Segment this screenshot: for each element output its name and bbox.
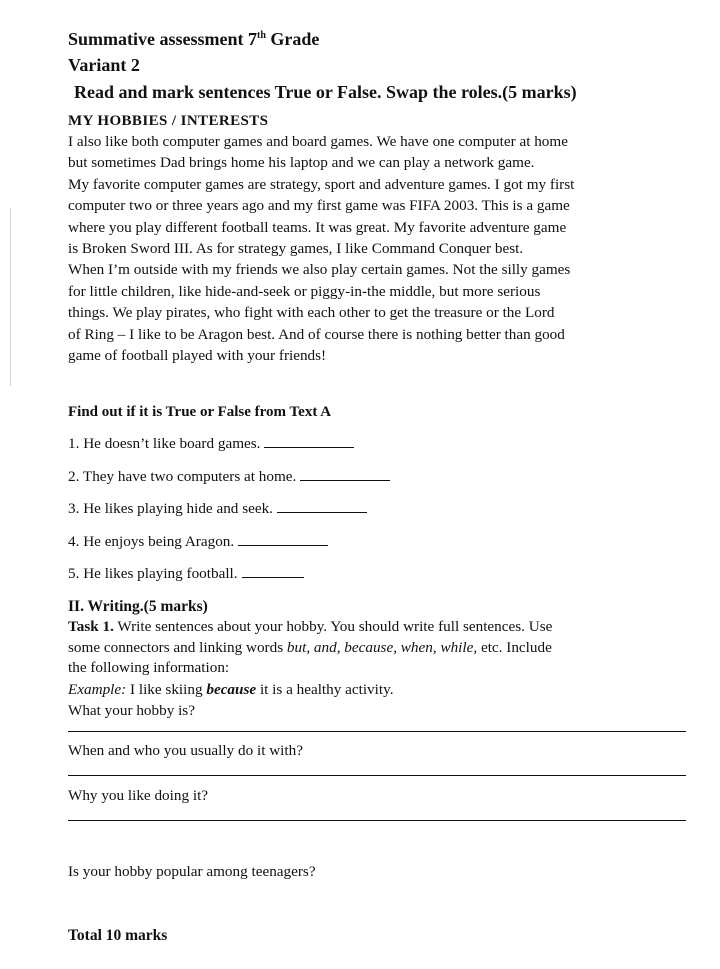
writing-prompt: Is your hobby popular among teenagers? (68, 862, 316, 880)
question-item: 3. He likes playing hide and seek. (68, 499, 694, 532)
example-connector: because (206, 680, 257, 698)
passage-line: computer two or three years ago and my first game was FIFA 2003. This is a game (68, 197, 570, 215)
passage-line: I also like both computer games and board games. We have one computer at home (68, 133, 568, 150)
writing-prompt: What your hobby is? (68, 701, 195, 719)
question-item: 4. He enjoys being Aragon. (68, 532, 694, 565)
reading-task-instruction: Read and mark sentences True or False. Swap the roles.(5 marks) (74, 82, 577, 102)
writing-prompt: When and who you usually do it with? (68, 741, 303, 759)
true-false-questions (68, 434, 694, 597)
writing-prompt: Why you like doing it? (68, 786, 209, 804)
passage-line: My favorite computer games are strategy, sport and adventure games. I got my first (68, 175, 575, 193)
passage-line: things. We play pirates, who fight with each other to get the treasure or the Lord (68, 304, 555, 322)
passage-line: for little children, like hide-and-seek or piggy-in-the middle, but more serious (68, 282, 541, 300)
reading-passage (68, 131, 694, 366)
answer-line[interactable] (68, 806, 686, 821)
passage-line: is Broken Sword III. As for strategy games, I like Command Conquer best. (68, 240, 524, 258)
writing-example: Example: I like skiing because it is a healthy activity. (68, 680, 394, 698)
passage-line: where you play different football teams. It was great. My favorite adventure game (68, 218, 567, 236)
question-item: 2. They have two computers at home. (68, 467, 694, 500)
true-false-title: Find out if it is True or False from Text A (68, 404, 332, 421)
total-marks: Total 10 marks (68, 926, 168, 944)
connector-words: but, and, because, when, while, (286, 638, 478, 656)
variant-label: Variant 2 (68, 55, 140, 75)
example-label: Example: (68, 680, 127, 698)
answer-line[interactable] (68, 761, 686, 776)
question-item: 1. He doesn’t like board games. (68, 434, 694, 467)
task-label: Task 1. (68, 617, 114, 635)
answer-blank[interactable] (264, 446, 354, 448)
question-item: 5. He likes playing football. (68, 564, 694, 597)
answer-blank[interactable] (277, 511, 367, 513)
passage-line: but sometimes Dad brings home his laptop and we can play a network game. (68, 154, 535, 172)
passage-line: game of football played with your friends! (68, 347, 327, 365)
passage-line: of Ring – I like to be Aragon best. And of course there is nothing better than good (68, 325, 565, 343)
answer-blank[interactable] (242, 576, 304, 578)
answer-blank[interactable] (300, 479, 390, 481)
writing-task-instructions: Task 1. Write sentences about your hobby. You should write full sentences. Use some connectors and linking words but, and, because, when, while, etc. Include the following information: (68, 617, 553, 677)
passage-line: When I’m outside with my friends we also play certain games. Not the silly games (68, 261, 571, 279)
assessment-title: Summative assessment 7th Grade (68, 29, 320, 49)
answer-blank[interactable] (238, 544, 328, 546)
answer-line[interactable] (68, 721, 686, 732)
title-superscript: th (257, 30, 266, 41)
worksheet (68, 26, 694, 946)
writing-section-title: II. Writing.(5 marks) (68, 597, 208, 615)
reading-section-title: MY HOBBIES / INTERESTS (68, 113, 269, 129)
page-edge-line (10, 208, 11, 386)
